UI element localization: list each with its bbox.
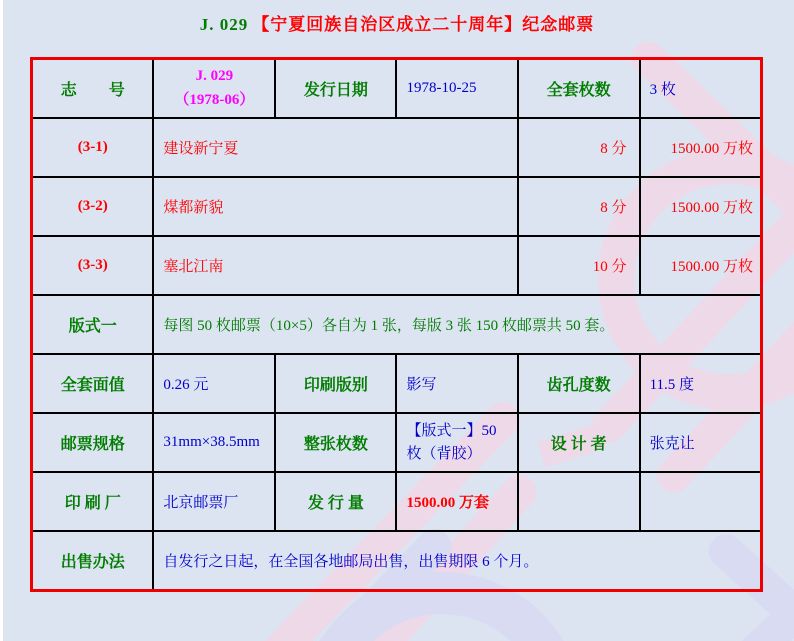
stamp-quantity: 1500.00 万枚 (640, 177, 762, 236)
designer-label: 设 计 者 (518, 413, 640, 472)
sheet-count-value: 【版式一】50 枚（背胶） (396, 413, 517, 472)
sale-method-label: 出售办法 (32, 531, 154, 591)
sheet-count-label: 整张枚数 (275, 413, 396, 472)
stamp-row (32, 177, 762, 236)
format-description: 每图 50 枚邮票（10×5）各自为 1 张，每版 3 张 150 枚邮票共 50 套。 (153, 295, 761, 354)
face-value-label: 全套面值 (32, 354, 154, 413)
face-value: 0.26 元 (153, 354, 275, 413)
catalog-number-value (153, 59, 275, 119)
designer-value: 张克让 (640, 413, 762, 472)
stamp-row (32, 118, 762, 177)
stamp-denomination: 10 分 (518, 236, 640, 295)
page-title (0, 10, 794, 35)
printer-value: 北京邮票厂 (153, 472, 275, 531)
issue-quantity-value: 1500.00 万套 (396, 472, 517, 531)
empty-cell (640, 472, 762, 531)
printer-label: 印 刷 厂 (32, 472, 154, 531)
printing-type-label: 印刷版别 (275, 354, 396, 413)
format-label: 版式一 (32, 295, 154, 354)
title-catalog-number: J. 029 (199, 15, 249, 34)
stamp-name: 建设新宁夏 (153, 118, 517, 177)
stamp-denomination: 8 分 (518, 118, 640, 177)
stamp-number: (3-2) (32, 177, 154, 236)
stamp-name: 塞北江南 (153, 236, 517, 295)
title-stamp-name: 【宁夏回族自治区成立二十周年】纪念邮票 (252, 15, 595, 34)
perforation-value: 11.5 度 (640, 354, 762, 413)
empty-cell (518, 472, 640, 531)
stamp-size-value: 31mm×38.5mm (153, 413, 275, 472)
details-row-3 (32, 472, 762, 531)
catalog-number-label: 志 号 (32, 59, 154, 119)
printing-type-value: 影写 (396, 354, 517, 413)
stamp-info-table (30, 57, 763, 592)
perforation-label: 齿孔度数 (518, 354, 640, 413)
sale-method-row (32, 531, 762, 591)
stamp-name: 煤都新貌 (153, 177, 517, 236)
stamp-number: (3-3) (32, 236, 154, 295)
catalog-number-line1: J. 029 (195, 68, 234, 85)
format-row (32, 295, 762, 354)
issue-quantity-label: 发 行 量 (275, 472, 396, 531)
stamp-denomination: 8 分 (518, 177, 640, 236)
sale-method-description: 自发行之日起，在全国各地邮局出售，出售期限 6 个月。 (153, 531, 761, 591)
issue-date-value: 1978-10-25 (396, 59, 517, 119)
stamp-quantity: 1500.00 万枚 (640, 118, 762, 177)
stamp-row (32, 236, 762, 295)
catalog-number-line2: （1978-06） (174, 91, 255, 108)
header-row (32, 59, 762, 119)
stamp-number: (3-1) (32, 118, 154, 177)
set-count-label: 全套枚数 (518, 59, 640, 119)
set-count-value: 3 枚 (640, 59, 762, 119)
details-row-1 (32, 354, 762, 413)
issue-date-label: 发行日期 (275, 59, 396, 119)
page-left-edge (0, 0, 3, 641)
details-row-2 (32, 413, 762, 472)
stamp-quantity: 1500.00 万枚 (640, 236, 762, 295)
stamp-size-label: 邮票规格 (32, 413, 154, 472)
stamp-info-table-wrap (30, 57, 763, 592)
